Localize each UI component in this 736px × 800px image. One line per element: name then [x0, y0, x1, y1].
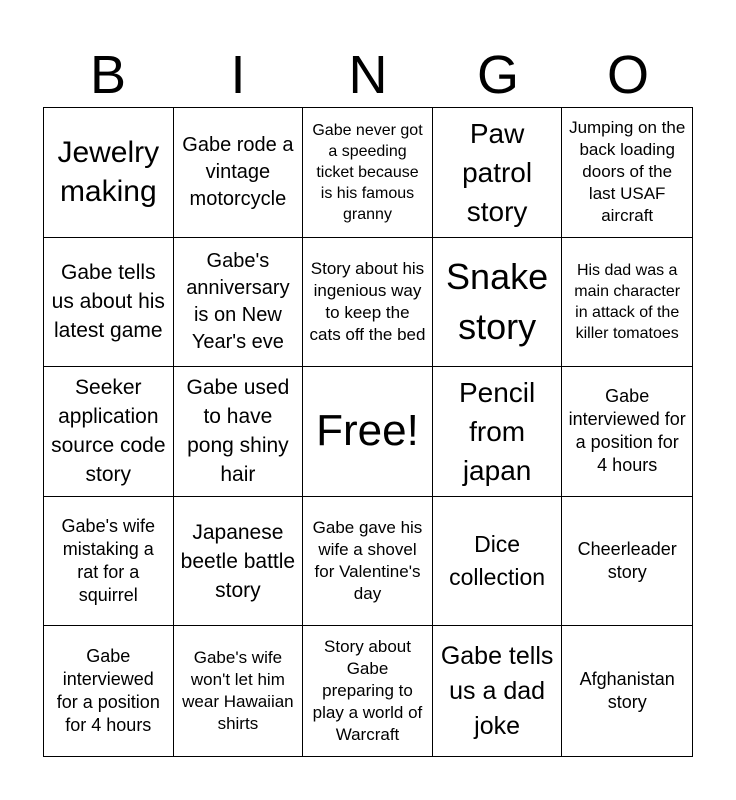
cell-text: Gabe gave his wife a shovel for Valentine's day [312, 518, 423, 604]
bingo-cell[interactable] [562, 108, 692, 238]
bingo-cell[interactable] [174, 367, 304, 497]
cell-text: His dad was a main character in attack of the killer tomatoes [574, 261, 681, 342]
header-letter-g: G [476, 45, 519, 105]
bingo-cell[interactable] [174, 497, 304, 627]
cell-text: Jumping on the back loading doors of the last USAF aircraft [569, 118, 686, 226]
bingo-cell[interactable] [174, 238, 304, 368]
bingo-cell[interactable] [433, 238, 563, 368]
header-letter-b: B [89, 45, 127, 105]
bingo-cell[interactable] [44, 238, 174, 368]
cell-text: Cheerleader story [577, 539, 677, 583]
bingo-cell[interactable] [433, 367, 563, 497]
cell-text: Gabe tells us a dad joke [440, 641, 554, 740]
bingo-cell[interactable] [44, 497, 174, 627]
cell-text: Story about his ingenious way to keep the cats off the bed [309, 258, 426, 344]
cell-text: Gabe's anniversary is on New Year's eve [186, 249, 290, 353]
bingo-cell[interactable] [44, 108, 174, 238]
bingo-cell[interactable] [433, 497, 563, 627]
bingo-cell[interactable] [303, 108, 433, 238]
header-letter-n: N [348, 45, 388, 105]
header-letter-i: I [230, 45, 246, 105]
cell-text: Gabe used to have pong shiny hair [186, 376, 290, 487]
bingo-cell[interactable] [303, 497, 433, 627]
bingo-cell[interactable] [303, 626, 433, 756]
bingo-cell[interactable] [174, 108, 304, 238]
cell-text: Gabe rode a vintage motorcycle [182, 133, 294, 210]
cell-text: Dice collection [449, 531, 546, 591]
cell-text: Gabe interviewed for a position for 4 hours [568, 386, 686, 476]
cell-text: Snake story [446, 255, 549, 347]
cell-text: Gabe tells us about his latest game [51, 261, 165, 343]
cell-text: Pencil from japan [458, 376, 536, 486]
cell-text: Gabe never got a speeding ticket because is his famous granny [312, 121, 423, 223]
bingo-cell[interactable] [562, 367, 692, 497]
cell-text: Seeker application source code story [51, 376, 166, 487]
bingo-cell[interactable] [562, 626, 692, 756]
cell-text: Japanese beetle battle story [180, 520, 296, 602]
bingo-cell[interactable] [433, 626, 563, 756]
cell-text: Paw patrol story [462, 117, 533, 227]
bingo-cell[interactable] [433, 108, 563, 238]
cell-text: Gabe's wife mistaking a rat for a squirrel [61, 516, 156, 606]
bingo-cell[interactable] [44, 626, 174, 756]
bingo-board [43, 107, 693, 757]
bingo-cell[interactable] [44, 367, 174, 497]
bingo-header [43, 42, 693, 108]
bingo-cell[interactable] [174, 626, 304, 756]
bingo-cell[interactable] [562, 497, 692, 627]
bingo-cell[interactable] [562, 238, 692, 368]
free-space-cell[interactable] [303, 367, 433, 497]
header-letter-o: O [606, 45, 649, 105]
bingo-cell[interactable] [303, 238, 433, 368]
cell-text: Afghanistan story [579, 669, 675, 713]
cell-text: Story about Gabe preparing to play a world of Warcraft [312, 637, 423, 745]
cell-text: Gabe interviewed for a position for 4 hours [56, 646, 160, 736]
free-space-text: Free! [316, 406, 419, 456]
cell-text: Jewelry making [57, 136, 160, 209]
cell-text: Gabe's wife won't let him wear Hawaiian shirts [182, 648, 294, 734]
